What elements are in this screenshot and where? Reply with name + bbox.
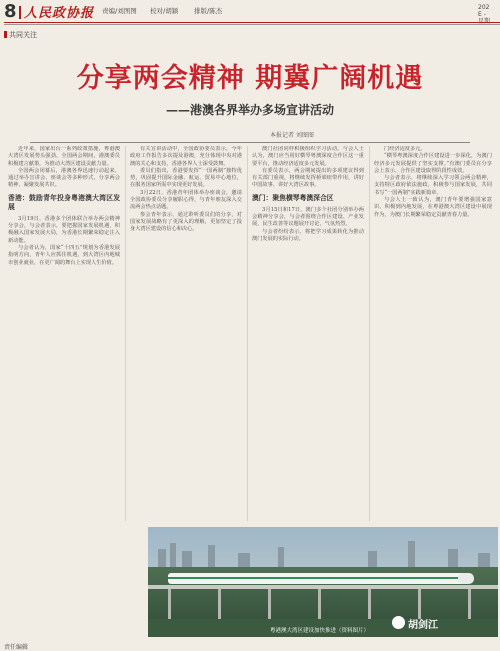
paragraph: “横琴粤澳深度合作区建设进一步深化，为澳门经济多元发展提供了坚实支撑。”有澳门委员在分享会上表示，合作区建设取得阶段性成效。	[374, 153, 492, 174]
paragraph: 与会者认为，国家“十四五”规划为香港发展指明方向，青年人应抓住机遇，到大湾区内地城市创业就业，在更广阔的舞台上实现人生价值。	[8, 244, 120, 266]
header-rule-thin	[4, 24, 500, 25]
paragraph: 澳门社团同样积极组织学习活动。与会人士认为，澳门应当用好横琴粤澳深度合作区这一重要平台，推动经济适度多元发展。	[252, 146, 364, 167]
page-number: 8	[4, 1, 17, 22]
wechat-logo-icon	[392, 616, 405, 629]
header-rule	[4, 22, 500, 23]
watermark-text: 胡剑江	[408, 620, 438, 631]
newspaper-masthead: 人民政协报	[24, 6, 95, 21]
subheading-macao: 澳门：聚焦横琴粤澳深合区	[252, 193, 334, 202]
paragraph: 与会人士一致认为，澳门青年要增强国家意识，积极到内地发展，在粤港澳大湾区建设中展现作为，为澳门长期繁荣稳定贡献青春力量。	[374, 197, 492, 218]
article-column-2	[130, 146, 242, 516]
article-photo	[148, 527, 498, 637]
paragraph: 有关宣讲活动中，全国政协委员表示，今年政府工作报告多次提及港澳，充分体现中央对港澳的关心和支持，香港各界人士深受鼓舞。	[130, 146, 242, 167]
bridge-train-photo	[148, 527, 498, 637]
train-graphic	[168, 573, 474, 584]
paragraph: 与会者表示，将继续深入学习领会两会精神，支持特区政府依法施政，积极参与国家发展，共同书写“一国两制”实践新篇章。	[374, 175, 492, 196]
paragraph: 3月15日和17日，澳门多个社团分别举办两会精神分享会，与会者围绕合作区建设、产业发展、民生改善等议题展开讨论，气氛热烈。	[252, 206, 364, 228]
column-separator	[247, 146, 248, 521]
header-accent-bar	[19, 6, 21, 19]
paragraph: 近年来，国家出台一系列政策措施，粤港澳大湾区发展势头强劲。全国两会期间，港澳委员积极建言献策，为推动大湾区建设贡献力量。	[8, 146, 120, 167]
article-headline: 分享两会精神 期冀广阔机遇	[76, 63, 424, 94]
proof-credit: 校对/胡颖	[150, 7, 179, 15]
column-separator	[369, 146, 370, 521]
article-column-3	[252, 146, 364, 516]
paragraph: 委员们指出，香港要发挥“一国两制”独特优势，巩固提升国际金融、航运、贸易中心地位，在服务国家所需中实现更好发展。	[130, 167, 242, 189]
section-label: 共同关注	[4, 30, 37, 40]
article-column-1	[8, 146, 120, 516]
paragraph: 与会者纷纷表示，将把学习成果转化为推动澳门发展的实际行动。	[252, 228, 364, 242]
layout-credit: 排版/陈杰	[194, 7, 223, 15]
paragraph: 3月22日，香港青年团体举办座谈会，邀请全国政协委员分享履职心得，与青年朋友深入交流两会热点话题。	[130, 189, 242, 211]
editor-credit: 责编/刘图图	[102, 7, 137, 15]
paragraph: 3月19日，香港多个团体联合举办两会精神分享会，与会者表示，要把握国家发展机遇，积极融入国家发展大局，为香港长期繁荣稳定注入新动能。	[8, 215, 120, 244]
paragraph: 参会青年表示，通过聆听委员们的分享，对国家发展战略有了更深入的理解，更加坚定了投身大湾区建设的信心和决心。	[130, 211, 242, 233]
column-separator	[125, 146, 126, 521]
paragraph: 门经济适度多元。	[384, 146, 426, 152]
subheading-hongkong: 香港：鼓励青年投身粤港澳大湾区发展	[8, 193, 120, 211]
header-issue: E -	[478, 11, 486, 18]
paragraph: 有委员表示，两会期间提出的多项建议得到有关部门重视，将继续发挥桥梁纽带作用，讲好中国故事、讲好大湾区故事。	[252, 167, 364, 189]
article-byline: 本报记者 刘图图	[270, 132, 314, 139]
photo-caption: 粤港澳大湾区建设加快推进（资料图片）	[270, 628, 370, 634]
article-subtitle: ——港澳各界举办多场宣讲活动	[165, 103, 334, 117]
header-date: 202	[478, 4, 490, 11]
title-divider	[30, 142, 470, 143]
footer-label: 责任编辑	[4, 644, 29, 651]
paragraph: 全国两会闭幕后，港澳各界迅速行动起来，通过举办宣讲会、座谈会等多种形式，分享两会精神，凝聚发展共识。	[8, 167, 120, 189]
